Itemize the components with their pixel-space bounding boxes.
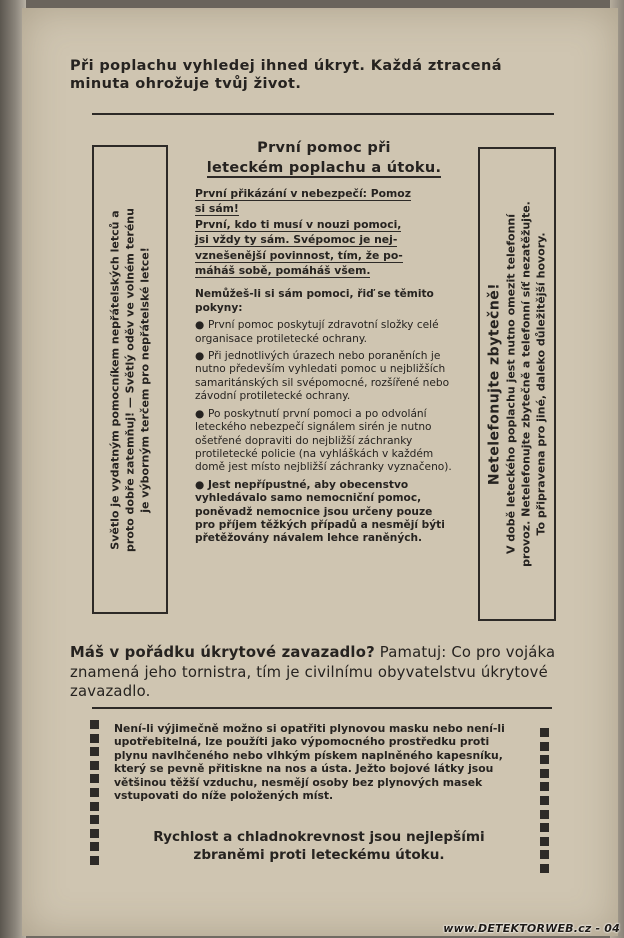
instructions-intro: Nemůžeš-li si sám pomoci, řiď se těmito pokyny: xyxy=(195,288,434,314)
left-notice-text xyxy=(108,208,153,552)
instruction-text: Jest nepřípustné, aby obecenstvo vyhledávalo samo nemocniční pomoc, poněvadž nemocnice jsou určeny pouze pro příjem těžkých případů a nesmějí býti přetěžovány návalem lehce raněných. xyxy=(195,478,445,545)
instruction-item: ● Po poskytnutí první pomoci a po odvolání leteckého nebezpečí signálem sirén je nutno ošetřené dopraviti do nejbližší záchranky protiletecké policie (na vyhláškách v každém domě jest místo nejbližší záchranky vyznačeno). xyxy=(195,407,452,474)
top-warning-line: Při poplachu vyhledej ihned úkryt. Každá ztracená xyxy=(70,58,502,74)
right-notice-line: V době leteckého poplachu jest nutno omezit telefonní xyxy=(504,213,518,555)
left-square-border xyxy=(90,720,100,870)
shelter-luggage-text: Pamatuj: Co pro vojáka znamená jeho tornistra, tím je civilnímu obyvatelstvu úkrytové zavazadlo. xyxy=(70,644,556,701)
top-warning xyxy=(70,57,550,93)
top-warning-line: minuta ohrožuje tvůj život. xyxy=(70,76,302,92)
watermark: www.DETEKTORWEB.cz - 04 xyxy=(443,922,620,935)
lead-line: První, kdo ti musí v nouzi pomoci, xyxy=(195,217,402,231)
lead-line: si sám! xyxy=(195,202,239,216)
instruction-item: ● První pomoc poskytují zdravotní složky celé organisace protiletecké ochrany. xyxy=(195,319,439,345)
shelter-luggage-question: Máš v pořádku úkrytové zavazadlo? xyxy=(70,644,375,661)
lead-line: jsi vždy ty sám. Svépomoc je nej- xyxy=(195,233,398,247)
instruction-text: První pomoc poskytují zdravotní složky celé organisace protiletecké ochrany. xyxy=(195,319,439,345)
bottom-divider xyxy=(92,707,552,709)
right-notice-box xyxy=(478,147,556,621)
closing-slogan-line: Rychlost a chladnokrevnost jsou nejlepšími xyxy=(153,829,485,845)
lead-line: První přikázání v nebezpečí: Pomoz xyxy=(195,187,412,200)
right-notice-title: Netelefonujte zbytečně! xyxy=(486,282,503,486)
instruction-item: ● Při jednotlivých úrazech nebo poraněních je nutno především vyhledati pomoc u nejbližších samaritánských sil svépomocné, rozšířené nebo závodní protiletecké ochrany. xyxy=(195,350,450,403)
lead-line: máháš sobě, pomáháš všem. xyxy=(195,264,371,278)
gas-protection-text: Není-li výjimečně možno si opatřiti plynovou masku nebo není-li upotřebitelná, lze použíti jako výpomocného prostředku proti plynu navlhčeného nebo vlhkým pískem naplněného kapesníku, který se pevně přitiskne na nos a ústa. Ježto bojové látky jsou většinou těžší vzduchu, nesmějí osoby bez plynových masek vstupovati do níže položených míst. xyxy=(114,722,505,803)
gas-protection-notice xyxy=(88,720,556,870)
right-notice-line: provoz. Netelefonujte zbytečně a telefonní síť nezatěžujte. xyxy=(519,201,533,567)
left-notice-line: proto dobře zatemňuj! — Světlý oděv ve volném terénu xyxy=(123,207,137,552)
closing-slogan xyxy=(114,828,524,864)
left-notice-box xyxy=(92,145,168,614)
right-square-border xyxy=(540,728,550,878)
heading-line xyxy=(195,158,453,178)
first-aid-heading xyxy=(195,138,453,178)
instruction-item: ● Jest nepřípustné, aby obecenstvo vyhledávalo samo nemocniční pomoc, poněvadž nemocnice jsou určeny pouze pro příjem těžkých případů a nesmějí býti přetěžovány návalem lehce raněných. xyxy=(195,478,445,545)
shelter-luggage-notice xyxy=(70,643,570,702)
right-notice-text xyxy=(486,201,549,567)
instruction-text: Po poskytnutí první pomoci a po odvolání leteckého nebezpečí signálem sirén je nutno ošetřené dopraviti do nejbližší záchranky protiletecké policie (na vyhláškách v každém domě jest místo nejbližší záchranky vyznačeno). xyxy=(195,407,452,474)
right-notice-line: To připravena pro jiné, daleko důležitější hovory. xyxy=(534,232,548,536)
closing-slogan-line: zbraněmi proti leteckému útoku. xyxy=(193,847,445,863)
heading-underlined: leteckém poplachu a útoku. xyxy=(206,160,442,176)
top-divider xyxy=(92,113,554,115)
first-commandment xyxy=(195,186,453,278)
first-aid-section xyxy=(195,138,453,546)
lead-line: vznešenější povinnost, tím, že po- xyxy=(195,248,403,262)
left-notice-line: Světlo je vydatným pomocníkem nepřátelských letců a xyxy=(108,209,122,550)
left-notice-line: je výborným terčem pro nepřátelské letce! xyxy=(138,246,152,513)
instruction-text: Při jednotlivých úrazech nebo poraněních je nutno především vyhledati pomoc u nejbližších samaritánských sil svépomocné, rozšířené nebo závodní protiletecké ochrany. xyxy=(195,350,450,403)
heading-line: První pomoc při xyxy=(257,140,391,156)
